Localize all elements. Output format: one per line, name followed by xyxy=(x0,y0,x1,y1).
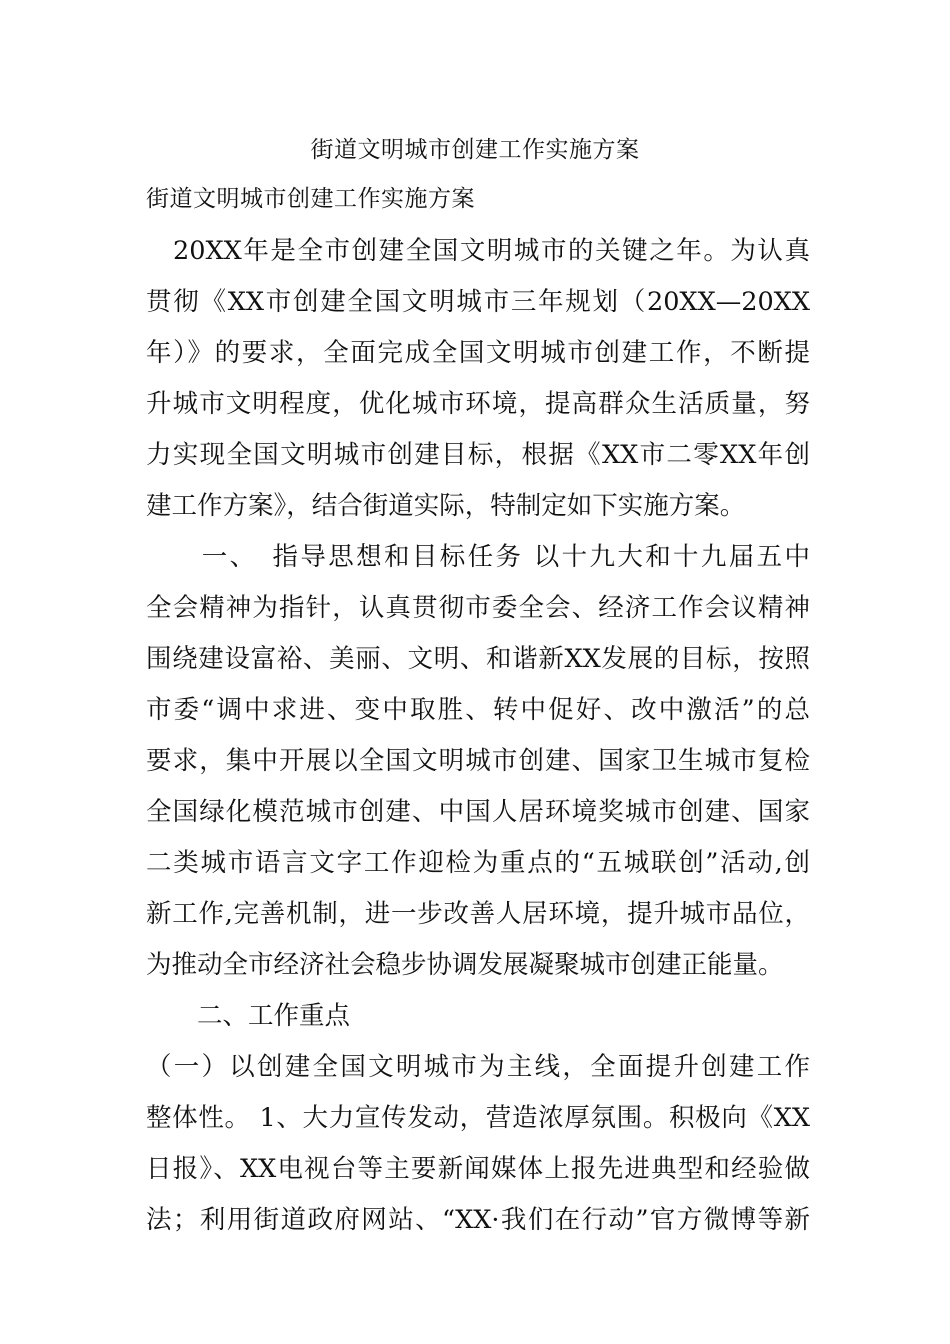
body-line: 为推动全市经济社会稳步协调发展凝聚城市创建正能量。 xyxy=(146,950,784,980)
body-line: 20XX年是全市创建全国文明城市的关键之年。为认真 xyxy=(146,236,810,266)
body-line: 年）》的要求，全面完成全国文明城市创建工作，不断提 xyxy=(146,338,810,368)
document-subtitle: 街道文明城市创建工作实施方案 xyxy=(146,186,475,212)
body-line: 升城市文明程度，优化城市环境，提高群众生活质量，努 xyxy=(146,389,810,419)
section-heading-line: 二、工作重点 xyxy=(146,1001,351,1031)
body-line: （一）以创建全国文明城市为主线，全面提升创建工作 xyxy=(146,1052,810,1082)
body-line: 围绕建设富裕、美丽、文明、和谐新XX发展的目标，按照 xyxy=(146,644,810,674)
body-line: 二类城市语言文字工作迎检为重点的“五城联创”活动,创 xyxy=(146,848,810,878)
body-line: 日报》、XX电视台等主要新闻媒体上报先进典型和经验做 xyxy=(146,1154,810,1184)
body-line: 新工作,完善机制，进一步改善人居环境，提升城市品位， xyxy=(146,899,810,929)
body-line: 全国绿化模范城市创建、中国人居环境奖城市创建、国家 xyxy=(146,797,810,827)
body-line: 整体性。 1、大力宣传发动，营造浓厚氛围。积极向《XX xyxy=(146,1103,810,1133)
body-line: 全会精神为指针，认真贯彻市委全会、经济工作会议精神 xyxy=(146,593,810,623)
body-line: 建工作方案》，结合街道实际，特制定如下实施方案。 xyxy=(146,491,746,521)
section-heading-line: 一、 指导思想和目标任务 以十九大和十九届五中 xyxy=(146,542,810,572)
document-title: 街道文明城市创建工作实施方案 xyxy=(310,137,640,163)
body-line: 要求，集中开展以全国文明城市创建、国家卫生城市复检 xyxy=(146,746,810,776)
body-line: 市委“调中求进、变中取胜、转中促好、改中激活”的总 xyxy=(146,695,810,725)
body-line: 力实现全国文明城市创建目标，根据《XX市二零XX年创 xyxy=(146,440,810,470)
body-line: 贯彻《XX市创建全国文明城市三年规划（20XX—20XX xyxy=(146,287,810,317)
body-line: 法；利用街道政府网站、“XX·我们在行动”官方微博等新 xyxy=(146,1205,810,1235)
